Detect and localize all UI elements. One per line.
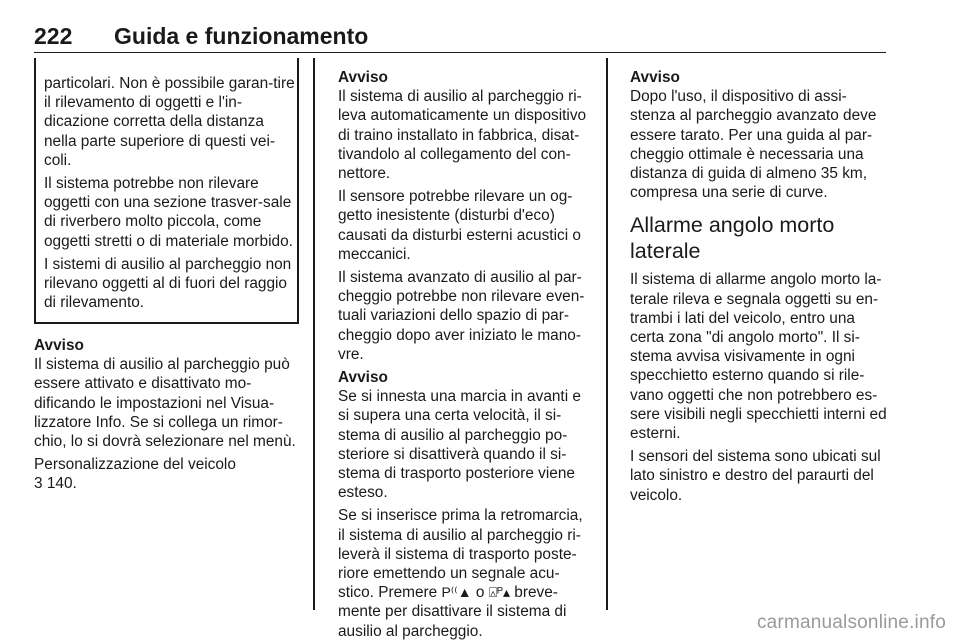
- note-text: Il sistema di ausilio al parcheggio può essere attivato e disattivato mo-dificando le impostazioni nel Visua-lizzatore Info. Se si collega un rimor-chio, lo si dovrà selezionare nel menù.: [34, 356, 296, 451]
- column-divider-2: [606, 58, 608, 610]
- paragraph-text: breve-mente per disattivare il sistema di ausilio al parcheggio.: [338, 584, 567, 640]
- section-title: Allarme angolo morto laterale: [630, 213, 835, 264]
- note-label: Avviso: [630, 69, 680, 86]
- column-2-body: [338, 68, 593, 641]
- column-1-body: [34, 336, 298, 494]
- note-label: Avviso: [338, 369, 388, 387]
- reference-link[interactable]: [34, 474, 298, 493]
- paragraph-text: o: [475, 584, 485, 602]
- note-text: Dopo l'uso, il dispositivo di assi-stenza al parcheggio avanzato deve essere tarato. Per una guida al par-cheggio ottimale è necessaria una distanza di guida di almeno 35 km, compresa una serie di curve.: [630, 88, 877, 202]
- parking-assist-alt-button-icon: ⍓ᴾ▴: [488, 584, 510, 601]
- chapter-title: Guida e funzionamento: [114, 23, 369, 49]
- page-arrow-icon: 3: [34, 475, 43, 493]
- note-text: Il sistema di ausilio al parcheggio ri-leva automaticamente un dispositivo di traino installato in fabbrica, disat-tivandolo al collegamento del con-nettore.: [338, 88, 587, 183]
- paragraph: Il sistema avanzato di ausilio al par-cheggio potrebbe non rilevare even-tuali variazioni dello spazio di par-cheggio dopo aver iniziato le mano-vre.: [338, 269, 585, 363]
- paragraph: Il sensore potrebbe rilevare un og-getto inesistente (disturbi d'eco) causati da disturbi esterni acustici o meccanici.: [338, 188, 581, 263]
- reference-page: 140.: [46, 475, 77, 493]
- paragraph: Il sistema di allarme angolo morto la-terale rileva e segnala oggetti su en-trambi i lati del veicolo, entro una certa zona "di angolo morto". Il si-stema avvisa visivamente in ogni specchietto esterno quando si rile-vano oggetti che non potrebbero es-sere visibili negli specchietti interni ed esterni.: [630, 271, 887, 443]
- paragraph: [338, 506, 593, 640]
- box-paragraph: particolari. Non è possibile garan-tire il rilevamento di oggetti e l'in-dicazione corretta della distanza nella parte superiore di questi vei-coli.: [44, 75, 295, 169]
- page-header: [34, 22, 886, 53]
- column-3-body: [630, 68, 888, 505]
- watermark: carmanualsonline.info: [756, 612, 946, 633]
- box-paragraph: Il sistema potrebbe non rilevare oggetti con una sezione trasver-sale di riverbero molto piccola, come oggetti stretti o di materiale morbido.: [44, 175, 293, 250]
- reference-text: Personalizzazione del veicolo: [34, 456, 236, 474]
- paragraph: I sensori del sistema sono ubicati sul lato sinistro e destro del paraurti del veicolo.: [630, 448, 881, 504]
- paragraph-text: Se si inserisce prima la retromarcia, il sistema di ausilio al parcheggio ri-leverà il sistema di trasporto poste-riore emettendo un segnale acu-stico. Premere: [338, 507, 583, 602]
- parking-assist-button-icon: P⁽⁽▲: [441, 584, 472, 601]
- column-divider-1: [313, 58, 315, 610]
- note-label: Avviso: [34, 337, 84, 354]
- page-number: 222: [34, 23, 73, 49]
- warning-box: [34, 58, 299, 324]
- box-paragraph: I sistemi di ausilio al parcheggio non rilevano oggetti al di fuori del raggio di rilevamento.: [44, 255, 292, 312]
- note-label: Avviso: [338, 69, 388, 86]
- note-text: Se si innesta una marcia in avanti e si supera una certa velocità, il si-stema di ausilio al parcheggio po-steriore si disattiverà quando il si-stema di trasporto posteriore viene esteso.: [338, 388, 581, 502]
